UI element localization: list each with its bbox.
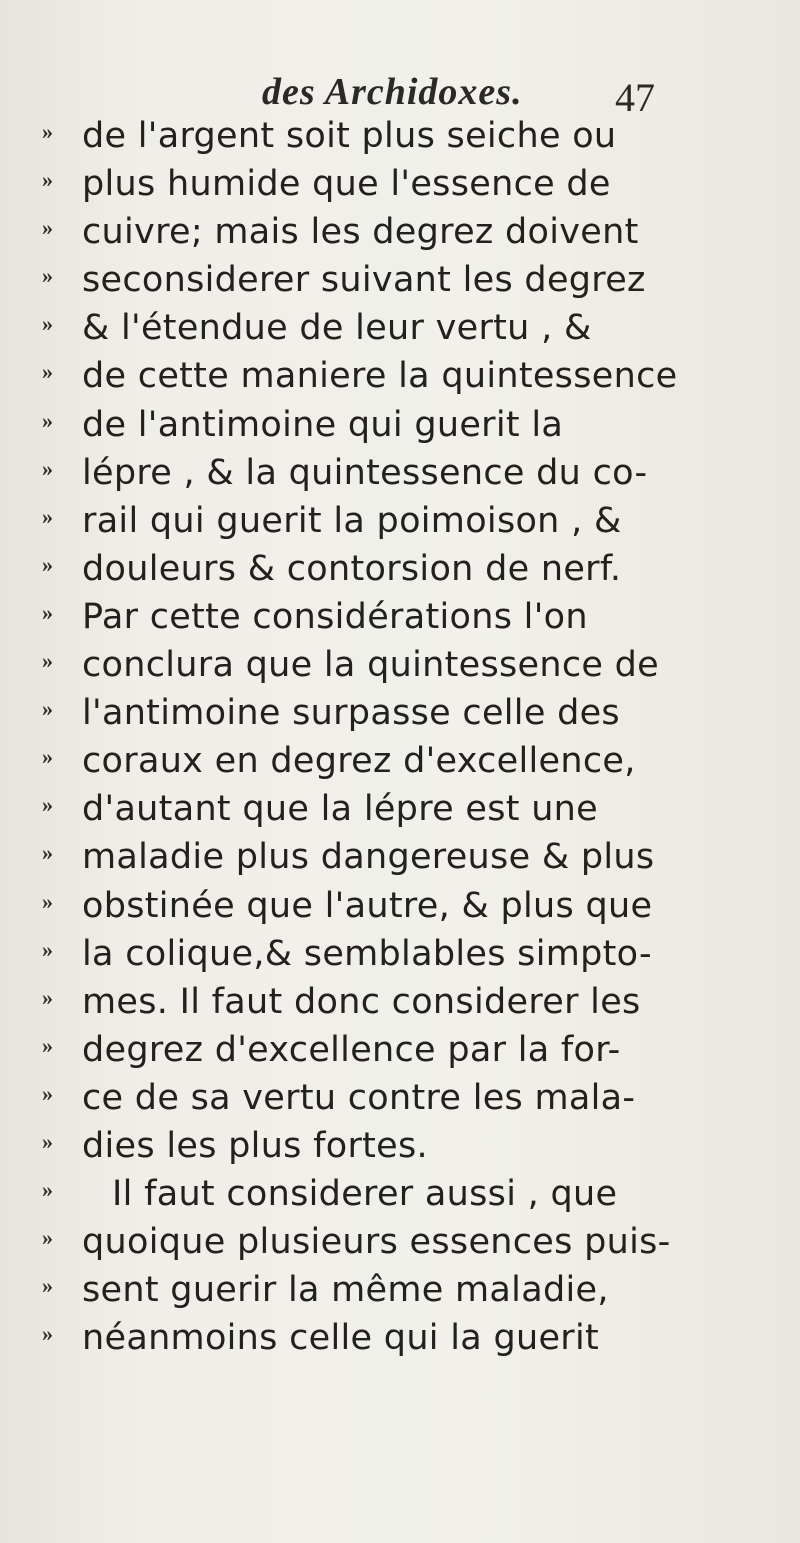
line-text: & l'étendue de leur vertu , & [82,308,592,349]
line-text: cuivre; mais les degrez doivent [82,212,639,253]
quotation-mark: » [42,119,53,144]
running-title: des Archidoxes. [262,71,523,113]
text-line [42,689,762,737]
text-line [42,352,762,400]
text-line [42,208,762,256]
line-text: la colique,& semblables simpto- [82,933,652,974]
line-text: de l'argent soit plus seiche ou [82,116,617,156]
quotation-mark: » [42,888,53,914]
text-line [42,449,762,497]
line-text: néanmoins celle qui la guerit [82,1318,600,1359]
line-text: seconsiderer suivant les degrez [82,260,646,301]
body-text [42,112,762,1362]
line-text: douleurs & contorsion de nerf. [82,548,622,589]
line-text: maladie plus dangereuse & plus [82,837,655,878]
line-text: Par cette considérations l'on [82,596,588,637]
line-text: dies les plus fortes. [82,1125,428,1166]
text-line [42,833,762,881]
line-text: lépre , & la quintessence du co- [82,452,648,493]
quotation-mark: » [42,792,53,818]
line-text: quoique plusieurs essences puis- [82,1222,671,1263]
text-line [42,785,762,833]
line-text: sent guerir la même maladie, [82,1270,609,1311]
quotation-mark: » [42,1225,53,1251]
text-line [42,256,762,304]
line-text: Il faut considerer aussi , que [112,1174,618,1215]
line-text: obstinée que l'autre, & plus que [82,885,653,926]
text-line [42,1170,762,1218]
page-number: 47 [615,75,655,120]
quotation-mark: » [42,503,53,529]
line-text: ce de sa vertu contre les mala- [82,1077,636,1118]
text-line [42,545,762,593]
text-line [42,112,762,160]
text-line [42,882,762,930]
text-line [42,593,762,641]
line-text: conclura que la quintessence de [82,645,660,686]
line-text: coraux en degrez d'excellence, [82,741,636,782]
quotation-mark: » [42,648,53,674]
text-line [42,978,762,1026]
text-line [42,497,762,545]
quotation-mark: » [42,167,53,193]
text-line [42,1266,762,1314]
line-text: plus humide que l'essence de [82,164,611,205]
text-line [42,737,762,785]
line-text: d'autant que la lépre est une [82,789,598,830]
quotation-mark: » [42,1177,53,1203]
quotation-mark: » [42,1128,53,1154]
quotation-mark: » [42,1273,53,1299]
line-text: degrez d'excellence par la for- [82,1029,621,1070]
quotation-mark: » [42,744,53,770]
quotation-mark: » [42,599,53,625]
line-text: de cette maniere la quintessence [82,356,678,397]
quotation-mark: » [42,1321,53,1347]
text-line [42,304,762,352]
quotation-mark: » [42,696,53,722]
text-line [42,1122,762,1170]
line-text: rail qui guerit la poimoison , & [82,500,622,541]
quotation-mark: » [42,407,53,433]
quotation-mark: » [42,263,53,289]
text-line [42,930,762,978]
quotation-mark: » [42,1032,53,1058]
text-line [42,1314,762,1362]
quotation-mark: » [42,984,53,1010]
quotation-mark: » [42,455,53,481]
line-text: l'antimoine surpasse celle des [82,693,620,734]
text-line [42,1074,762,1122]
quotation-mark: » [42,1080,53,1106]
quotation-mark: » [42,936,53,962]
quotation-mark: » [42,215,53,241]
quotation-mark: » [42,311,53,337]
quotation-mark: » [42,359,53,385]
line-text: mes. Il faut donc considerer les [82,981,641,1022]
text-line [42,641,762,689]
line-text: de l'antimoine qui guerit la [82,404,564,445]
quotation-mark: » [42,840,53,866]
quotation-mark: » [42,551,53,577]
text-line [42,401,762,449]
text-line [42,1026,762,1074]
text-line [42,1218,762,1266]
text-line [42,160,762,208]
